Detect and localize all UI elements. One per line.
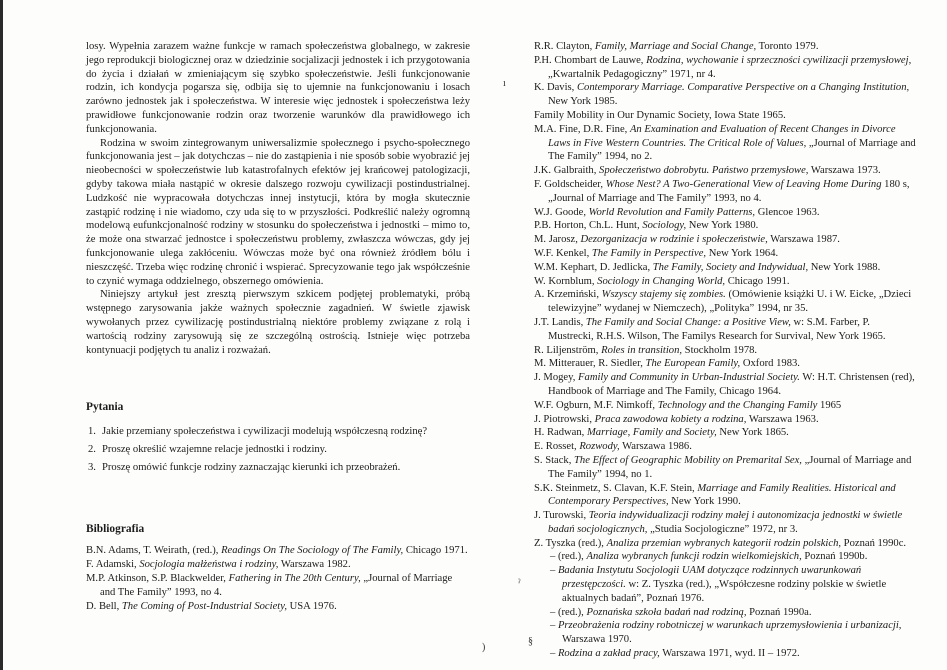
reference-entry	[534, 454, 916, 482]
reference-entry	[534, 123, 916, 164]
question-text: Proszę określić wzajemne relacje jednostki i rodziny.	[102, 443, 327, 455]
ref-details: Glencoe 1963.	[755, 206, 820, 218]
reference-entry	[534, 178, 916, 206]
reference-entry	[534, 164, 916, 178]
sub-reference-entry	[534, 647, 916, 661]
ref-title: The Family and Social Change: a Positive View,	[585, 316, 791, 328]
ref-title: Roles in transition,	[601, 344, 683, 356]
ref-author: R.R. Clayton,	[534, 41, 595, 52]
ref-author: J.T. Landis,	[534, 316, 586, 328]
sub-reference-list	[534, 550, 916, 660]
reference-entry	[534, 109, 916, 123]
reference-entry	[534, 413, 916, 427]
ref-title: Marriage and Family Realities. Historical and Contemporary Perspectives,	[548, 482, 896, 508]
ref-author: A. Krzemiński,	[534, 289, 602, 301]
reference-entry	[534, 81, 916, 109]
ref-title: Whose Nest? A Two-Generational View of Leaving Home During	[605, 178, 882, 190]
ref-details: Warszawa 1986.	[619, 441, 692, 453]
ref-author: R. Liljenström,	[534, 344, 602, 356]
ref-author: M. Jarosz,	[534, 234, 581, 246]
ref-author: S. Stack,	[534, 454, 575, 466]
ref-author: S.K. Steinmetz, S. Clavan, K.F. Stein,	[534, 482, 698, 494]
ref-details: „Studia Socjologiczne” 1972, nr 3.	[647, 523, 798, 535]
ref-details: W: H.T. Christensen (red), Handbook of Marriage and The Family, Chicago 1964.	[548, 372, 915, 397]
ref-details: Warszawa 1963.	[746, 413, 819, 425]
ref-title: Rodzina a zakład pracy,	[557, 648, 660, 660]
paragraph: losy. Wypełnia zarazem ważne funkcje w ramach społeczeństwa globalnego, w zakresie jego reprodukcji biologicznej oraz w dziedzinie socjalizacji jednostek i ich przygotowania do życia i działań w zmieniającym się szybko społeczeństwie. Jeśli funkcjonowanie rodzin, ich kondycja pogarsza się, odbija się to ujemnie na funkcjonowaniu i losach zarówno jednostek jak i społeczeństwa. W interesie więc jednostek i społeczeństwa leży prawidłowe funkcjonowanie rodzin oraz tworzenie warunków dla prawidłowego ich funkcjonowania.	[86, 41, 470, 135]
ref-details: Warszawa 1970.	[562, 634, 632, 646]
ref-details: New York 1990.	[668, 496, 741, 508]
reference-entry	[534, 316, 916, 344]
bibliography-entry	[86, 600, 470, 614]
ref-author: H. Radwan,	[534, 427, 587, 439]
ref-details: Chicago 1991.	[725, 275, 790, 287]
ref-title: Rodzina, wychowanie i sprzeczności cywilizacji przemysłowej,	[646, 54, 912, 66]
reference-entry	[534, 371, 916, 399]
ref-details: New York 1980.	[686, 220, 759, 232]
question-item	[86, 461, 470, 475]
reference-list	[534, 40, 916, 550]
ref-details: (Omówienie książki U. i W. Eicke, „Dzieci telewizyjne” wydanej w Niemczech), „Polityka” 1994, nr 35.	[548, 289, 912, 315]
ref-details: „Kwartalnik Pedagogiczny” 1971, nr 4.	[548, 68, 716, 80]
paragraph: Rodzina w swoim zintegrowanym uniwersalizmie społecznego i psycho-społecznego funkcjonowania jest – jak dotychczas – nie do zastąpienia i nie sposób sobie wyobrazić jej nieobecności w społeczeństwie lub katastrofalnych efektów jej krańcowej patologizacji, gdyby takowa miała nastąpić w okresie dalszego rozwoju cywilizacji postindustrialnej. Ludzkość nie wypracowała dotychczas innej instytucji, która by mogła skutecznie zastąpić rodzinę i nie wiadomo, czy uda się to w przyszłości. Podkreślić należy ogromną modelową eufunkcjonalność rodziny w stosunku do społeczeństwa i jednostki – mimo to, że może ona stwarzać jednostce i społeczeństwu problemy, zwłaszcza wówczas, gdy jej funkcjonowanie ulega zakłóceniu. Wówczas może być ona również źródłem bólu i nieszczęść. Trzeba więc rodzinę chronić i wspierać. Sprecyzowanie tego jak współcześnie to czynić wymaga oddzielnego, obszernego omówienia.	[86, 137, 470, 287]
questions-heading: Pytania	[86, 401, 124, 414]
ref-details: Warszawa 1987.	[767, 234, 840, 246]
reference-entry	[534, 247, 916, 261]
ref-title: Dezorganizacja w rodzinie i społeczeństwie,	[580, 234, 768, 246]
ref-title: Analiza wybranych funkcji rodzin wielkomiejskich,	[586, 551, 802, 563]
margin-mark: )	[482, 642, 486, 653]
reference-entry	[534, 537, 916, 551]
reference-entry	[534, 261, 916, 275]
ref-details: New York 1988.	[808, 261, 881, 273]
ref-details: Chicago 1971.	[403, 545, 468, 557]
ref-details: Toronto 1979.	[756, 41, 819, 52]
ref-details: Poznań 1990b.	[801, 551, 868, 563]
ref-title: The Family, Society and Indywidual,	[652, 261, 809, 273]
right-column	[534, 40, 916, 661]
ref-author: W.J. Goode,	[534, 206, 589, 218]
reference-entry	[534, 219, 916, 233]
ref-author: M.P. Atkinson, S.P. Blackwelder,	[86, 572, 229, 584]
margin-mark: §	[528, 636, 533, 647]
reference-entry	[534, 509, 916, 537]
ref-details: w: S.M. Farber, P. Mustrecki, R.H.S. Wilson, The Familys Research for Survival, New York 1965.	[548, 316, 886, 342]
ref-title: Family and Community in Urban-Industrial Society.	[578, 372, 800, 384]
left-column	[86, 40, 470, 613]
reference-entry	[534, 288, 916, 316]
ref-details: Stockholm 1978.	[682, 344, 758, 356]
ref-title: Contemporary Marriage. Comparative Perspective on a Changing Institution,	[576, 82, 910, 94]
ref-author: E. Rosset,	[534, 441, 580, 453]
ref-title: Socjologia małżeństwa i rodziny,	[139, 559, 279, 571]
ref-author: M.A. Fine, D.R. Fine,	[534, 123, 630, 135]
reference-entry	[534, 40, 916, 54]
question-number: 3.	[88, 461, 96, 473]
reference-entry	[534, 399, 916, 413]
paragraph: Niniejszy artykuł jest zresztą pierwszym szkicem podjętej problematyki, próbą wstępnego zarysowania jakże ważnych społecznie zagadnień. W świetle zjawisk wywołanych przez cywilizację postindustrialną niektóre problemy związane z rolą i wartością rodziny zarysowują się ze szczególną ostrością. Istnieje więc potrzeba kontynuacji podjętych tu analiz i rozważań.	[86, 289, 470, 356]
ref-title: An Examination and Evaluation of Recent Changes in Divorce Laws in Five Western Countries. The Critical Role of Values,	[548, 123, 896, 149]
ref-details: Family Mobility in Our Dynamic Society, Iowa State 1965.	[534, 109, 786, 121]
ref-title: Społeczeństwo dobrobytu. Państwo przemysłowe,	[599, 165, 809, 177]
ref-title: Rozwody,	[579, 441, 620, 453]
ref-author: W. Kornblum,	[534, 275, 598, 287]
ref-author: W.M. Kephart, D. Jedlicka,	[534, 261, 653, 273]
reference-entry	[534, 344, 916, 358]
ref-title: Badania Instytutu Socjologii UAM dotyczące rodzinnych uwarunkowań przestępczości.	[557, 565, 862, 591]
ref-author: P.H. Chombart de Lauwe,	[534, 54, 647, 66]
ref-title: Przeobrażenia rodziny robotniczej w warunkach uprzemysłowienia i urbanizacji,	[557, 620, 902, 632]
ref-title: Analiza przemian wybranych kategorii rodzin polskich,	[606, 537, 842, 549]
ref-title: Wszyscy stajemy się zombies.	[601, 289, 726, 301]
ref-title: Fathering in The 20th Century,	[228, 572, 361, 584]
reference-entry	[534, 357, 916, 371]
ref-details: Warszawa 1973.	[808, 165, 881, 177]
ref-title: The Effect of Geographic Mobility on Premarital Sex,	[574, 454, 802, 466]
ref-details: Warszawa 1982.	[278, 559, 351, 571]
reference-entry	[534, 233, 916, 247]
ref-title: World Revolution and Family Patterns,	[588, 206, 756, 218]
ref-author: F. Goldscheider,	[534, 178, 606, 190]
bibliography-entry	[86, 544, 470, 558]
ref-author: J.K. Galbraith,	[534, 165, 600, 177]
ref-author: –	[550, 648, 558, 660]
ref-author: P.B. Horton, Ch.L. Hunt,	[534, 220, 643, 232]
ref-details: New York 1865.	[716, 427, 789, 439]
margin-mark: ˀ	[518, 578, 521, 589]
ref-details: Poznań 1990a.	[746, 606, 812, 618]
bibliography-entry	[86, 572, 470, 600]
ref-author: D. Bell,	[86, 600, 122, 612]
ref-author: – (red.),	[550, 551, 587, 563]
question-number: 1.	[88, 426, 96, 438]
ref-title: The Coming of Post-Industrial Society,	[121, 600, 287, 612]
sub-reference-entry	[534, 606, 916, 620]
reference-entry	[534, 426, 916, 440]
reference-entry	[534, 206, 916, 220]
margin-mark: ı	[503, 78, 506, 89]
ref-details: Poznań 1990c.	[841, 537, 907, 549]
ref-details: Oxford 1983.	[740, 358, 800, 370]
ref-title: The Family in Perspective,	[591, 247, 707, 259]
ref-author: J. Mogey,	[534, 372, 579, 384]
ref-author: M. Mitterauer, R. Siedler,	[534, 358, 646, 370]
bibliography-entry	[86, 558, 470, 572]
ref-title: Praca zawodowa kobiety a rodzina,	[594, 413, 747, 425]
sub-reference-entry	[534, 550, 916, 564]
question-text: Jakie przemiany społeczeństwa i cywilizacji modelują współczesną rodzinę?	[102, 426, 428, 438]
question-text: Proszę omówić funkcje rodziny zaznaczając kierunki ich przeobrażeń.	[102, 461, 401, 473]
ref-details: „Journal of Marriage and The Family” 1993, no 4.	[100, 572, 453, 598]
ref-details: New York 1964.	[706, 247, 779, 259]
reference-entry	[534, 54, 916, 82]
ref-author: –	[550, 565, 558, 577]
ref-details: 180 s, „Journal of Marriage and The Family” 1993, no 4.	[548, 178, 910, 204]
ref-title: Readings On The Sociology of The Family,	[221, 545, 404, 557]
ref-author: B.N. Adams, T. Weirath, (red.),	[86, 545, 222, 557]
ref-author: K. Davis,	[534, 82, 577, 94]
question-item	[86, 443, 470, 457]
ref-title: Sociology,	[642, 220, 687, 232]
ref-author: F. Adamski,	[86, 559, 140, 571]
ref-details: USA 1976.	[286, 600, 337, 612]
ref-details: „Journal of Marriage and The Family” 1994, no 2.	[548, 137, 916, 163]
sub-reference-entry	[534, 619, 916, 647]
ref-details: „Journal of Marriage and The Family” 1994, no 1.	[548, 454, 912, 480]
ref-author: W.F. Ogburn, M.F. Nimkoff,	[534, 399, 658, 411]
ref-title: Teoria indywidualizacji rodziny małej i autonomizacja jednostki w świetle badań socjologicznych,	[548, 510, 903, 535]
ref-author: Z. Tyszka (red.),	[534, 537, 607, 549]
ref-details: w: Z. Tyszka (red.), „Współczesne rodziny polskie w świetle aktualnych badań”, Poznań 1976.	[562, 579, 887, 604]
bibliography-heading: Bibliografia	[86, 522, 145, 535]
reference-entry	[534, 440, 916, 454]
question-number: 2.	[88, 443, 96, 455]
ref-author: J. Piotrowski,	[534, 413, 595, 425]
ref-details: New York 1985.	[548, 96, 618, 108]
ref-title: Family, Marriage and Social Change,	[594, 41, 757, 52]
ref-author: –	[550, 620, 558, 632]
reference-entry	[534, 275, 916, 289]
scan-edge	[0, 0, 3, 670]
ref-details: 1965	[817, 399, 842, 411]
ref-details: Warszawa 1971, wyd. II – 1972.	[659, 648, 800, 660]
ref-author: W.F. Kenkel,	[534, 247, 592, 259]
ref-title: Sociology in Changing World,	[597, 275, 726, 287]
question-item	[86, 425, 470, 439]
ref-title: Technology and the Changing Family	[657, 399, 818, 411]
reference-entry	[534, 482, 916, 510]
ref-author: J. Turowski,	[534, 510, 589, 522]
sub-reference-entry	[534, 564, 916, 605]
ref-title: The European Family,	[645, 358, 741, 370]
ref-title: Poznańska szkoła badań nad rodziną,	[586, 606, 747, 618]
ref-author: – (red.),	[550, 606, 587, 618]
ref-title: Marriage, Family and Society,	[586, 427, 717, 439]
